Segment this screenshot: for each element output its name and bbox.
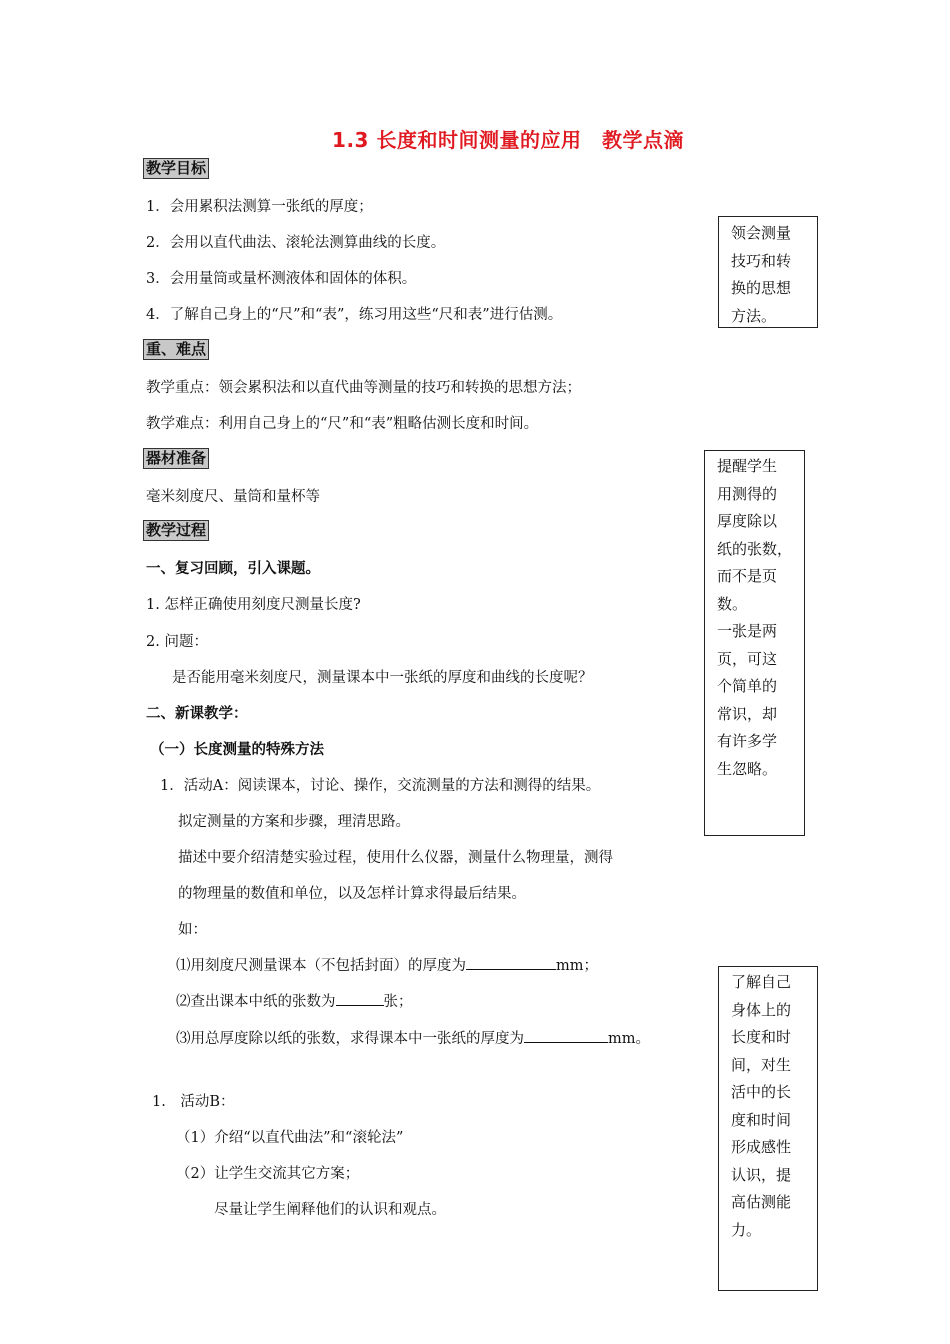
note-2-line: 提醒学生 [717, 457, 778, 475]
activity-a-describe-1: 描述中要介绍清楚实验过程，使用什么仪器，测量什么物理量，测得 [178, 850, 613, 866]
step-3-text: ⑶用总厚度除以纸的张数，求得课本中一张纸的厚度为 [176, 1031, 524, 1047]
example-label: 如： [178, 922, 207, 938]
activity-b-item-3: 尽量让学生阐释他们的认识和观点。 [214, 1202, 446, 1218]
note-3-line: 身体上的 [731, 1000, 792, 1019]
part1-title: 一、复习回顾，引入课题。 [146, 561, 320, 577]
note-2-line: 一张是两 [717, 622, 778, 640]
goal-item-1: 1．会用累积法测算一张纸的厚度； [146, 199, 373, 215]
step-3 [176, 1027, 650, 1048]
materials-text: 毫米刻度尺、量筒和量杯等 [146, 489, 320, 505]
part2-title: 二、新课教学： [146, 706, 248, 722]
note-3-line: 形成感性 [731, 1138, 792, 1156]
note-3-line: 力。 [731, 1220, 762, 1239]
page-title: 1.3 长度和时间测量的应用 教学点滴 [332, 128, 684, 152]
note-3-line: 了解自己 [731, 973, 792, 991]
note-2-line: 厚度除以 [717, 512, 778, 530]
note-3-line: 度和时间 [731, 1110, 792, 1129]
blank-thickness [466, 957, 556, 970]
blank-sheet-count [336, 993, 384, 1006]
key-focus: 教学重点：领会累积法和以直代曲等测量的技巧和转换的思想方法； [146, 380, 581, 396]
note-3-line: 活中的长 [731, 1083, 792, 1101]
activity-b: 1. 活动B： [152, 1094, 235, 1110]
section-heading-process: 教学过程 [143, 520, 209, 541]
note-1-line: 技巧和转 [731, 251, 792, 270]
step-3-unit: mm。 [608, 1031, 650, 1047]
step-2-text: ⑵查出课本中纸的张数为 [176, 994, 336, 1010]
goal-item-4: 4．了解自己身上的“尺”和“表”，练习用这些“尺和表”进行估测。 [146, 307, 563, 323]
goal-item-2: 2．会用以直代曲法、滚轮法测算曲线的长度。 [146, 235, 446, 251]
note-2-line: 页，可这 [717, 649, 778, 668]
note-2-line: 个简单的 [717, 677, 778, 695]
note-3-line: 间，对生 [731, 1055, 792, 1074]
activity-b-item-1: （1）介绍“以直代曲法”和“滚轮法” [176, 1130, 404, 1146]
side-note-3 [718, 966, 818, 1291]
review-question-2-text: 是否能用毫米刻度尺，测量课本中一张纸的厚度和曲线的长度呢？ [172, 670, 593, 686]
note-2-line: 数。 [717, 594, 748, 613]
step-1 [176, 954, 598, 975]
note-2-line: 纸的张数， [717, 539, 793, 558]
note-3-line: 认识，提 [731, 1165, 792, 1184]
section-heading-materials: 器材准备 [143, 448, 209, 469]
review-question-1: 1. 怎样正确使用刻度尺测量长度? [146, 597, 361, 613]
step-1-unit: mm； [556, 958, 598, 974]
note-1-line: 领会测量 [731, 224, 792, 242]
note-1-line: 方法。 [731, 306, 777, 325]
note-2-line: 生忽略。 [717, 759, 778, 778]
activity-a-describe-2: 的物理量的数值和单位，以及怎样计算求得最后结果。 [178, 886, 526, 902]
review-question-2: 2. 问题： [146, 634, 208, 650]
step-2-unit: 张； [383, 994, 413, 1010]
side-note-2 [704, 450, 805, 836]
step-2 [176, 990, 413, 1011]
activity-b-item-2: （2）让学生交流其它方案； [176, 1166, 360, 1182]
note-2-line: 用测得的 [717, 484, 778, 503]
activity-a-plan: 拟定测量的方案和步骤，理清思路。 [178, 814, 410, 830]
step-1-text: ⑴用刻度尺测量课本（不包括封面）的厚度为 [176, 958, 466, 974]
note-3-line: 长度和时 [731, 1028, 792, 1046]
note-3-line: 高估测能 [731, 1193, 792, 1211]
note-2-line: 常识，却 [717, 704, 778, 723]
blank-sheet-thickness [524, 1030, 608, 1043]
subsection-title-length: （一）长度测量的特殊方法 [150, 742, 324, 758]
note-2-line: 有许多学 [717, 732, 778, 750]
section-heading-goals: 教学目标 [143, 158, 209, 179]
note-1-line: 换的思想 [731, 279, 792, 297]
key-difficulty: 教学难点：利用自己身上的“尺”和“表”粗略估测长度和时间。 [146, 416, 539, 432]
goal-item-3: 3．会用量筒或量杯测液体和固体的体积。 [146, 271, 417, 287]
note-2-line: 而不是页 [717, 567, 778, 585]
side-note-1 [718, 216, 818, 328]
section-heading-key: 重、难点 [143, 339, 209, 360]
activity-a: 1．活动A：阅读课本，讨论、操作，交流测量的方法和测得的结果。 [160, 778, 601, 794]
